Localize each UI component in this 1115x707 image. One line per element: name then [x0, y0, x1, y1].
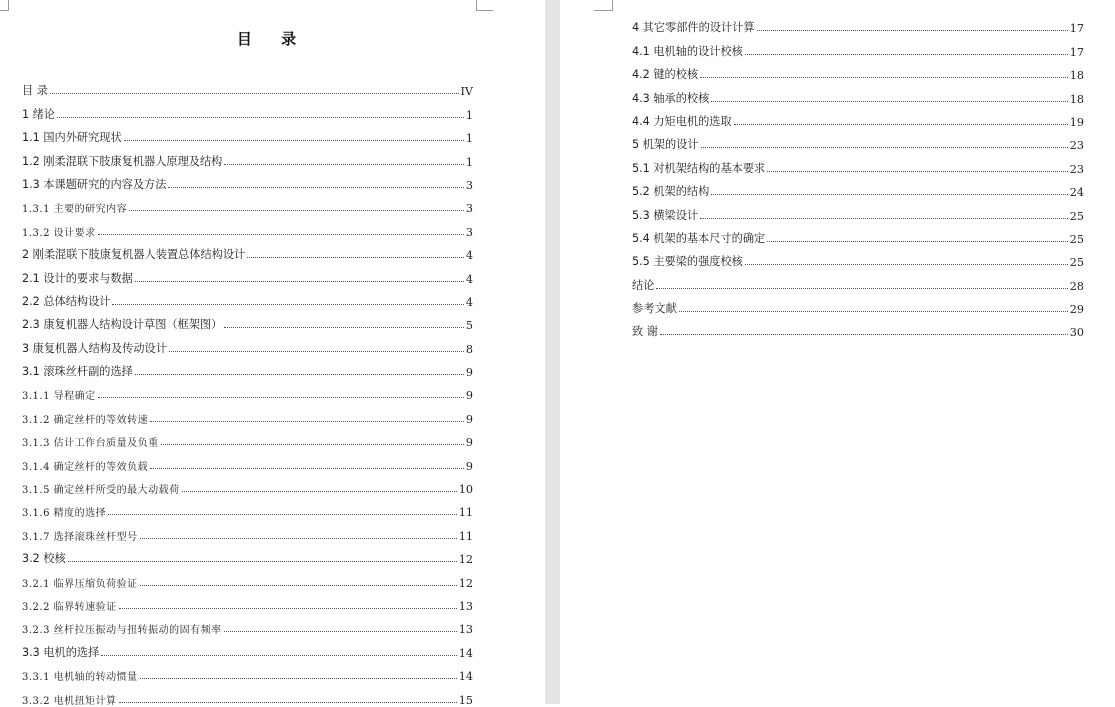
- toc-entry[interactable]: [632, 269, 1084, 292]
- toc-entry[interactable]: [22, 239, 473, 262]
- toc-leader-dots: [169, 351, 464, 352]
- toc-entry[interactable]: [22, 590, 473, 613]
- toc-entry-label: 2.2 总体结构设计: [22, 294, 111, 308]
- toc-entry-label: 3.1.5 确定丝杆所受的最大动载荷: [22, 485, 180, 497]
- toc-leader-dots: [679, 311, 1068, 312]
- toc-entry-page: 12: [458, 553, 473, 567]
- toc-leader-dots: [50, 93, 459, 94]
- toc-entry-label: 5.2 机架的结构: [632, 185, 710, 199]
- toc-entry-page: 25: [1069, 232, 1084, 246]
- toc-entry-page: 15: [458, 693, 473, 707]
- toc-entry-label: 2.3 康复机器人结构设计草图（框架图）: [22, 318, 223, 332]
- toc-entry[interactable]: [632, 82, 1084, 105]
- toc-entry-page: 18: [1069, 92, 1084, 106]
- toc-entry-page: 12: [458, 576, 473, 590]
- toc-entry-page: 4: [465, 272, 473, 286]
- toc-entry[interactable]: [632, 152, 1084, 175]
- toc-entry-label: 参考文献: [632, 302, 677, 316]
- toc-entry-page: 8: [465, 342, 473, 356]
- toc-entry-label: 1.3.1 主要的研究内容: [22, 204, 128, 216]
- toc-entry[interactable]: [632, 129, 1084, 152]
- toc-entry-page: 14: [458, 670, 473, 684]
- toc-entry-page: 10: [458, 483, 473, 497]
- toc-entry[interactable]: [22, 75, 473, 98]
- toc-entry-label: 4.4 力矩电机的选取: [632, 114, 732, 128]
- toc-entry[interactable]: [632, 293, 1084, 316]
- toc-entry-label: 3.1.3 估计工作台质量及负重: [22, 438, 159, 450]
- toc-entry-label: 3.1.1 导程确定: [22, 391, 96, 403]
- toc-entry-label: 4.2 键的校核: [632, 68, 699, 82]
- toc-entry[interactable]: [632, 59, 1084, 82]
- toc-entry-label: 3.2 校核: [22, 552, 66, 566]
- toc-entry-page: 9: [465, 412, 473, 426]
- toc-entry-label: 4.3 轴承的校核: [632, 91, 710, 105]
- toc-entry-page: 9: [465, 436, 473, 450]
- toc-entry-label: 1.3 本课题研究的内容及方法: [22, 177, 167, 191]
- toc-entry[interactable]: [22, 122, 473, 145]
- toc-leader-dots: [700, 77, 1068, 78]
- toc-entry-label: 5 机架的设计: [632, 138, 699, 152]
- toc-entry[interactable]: [22, 215, 473, 238]
- toc-entry[interactable]: [22, 449, 473, 472]
- toc-entry-page: 3: [465, 225, 473, 239]
- toc-entry-page: 13: [458, 599, 473, 613]
- toc-leader-dots: [150, 421, 464, 422]
- toc-entry-label: 3.3 电机的选择: [22, 645, 100, 659]
- toc-entry-label: 5.1 对机架结构的基本要求: [632, 161, 766, 175]
- toc-entry[interactable]: [22, 98, 473, 121]
- toc-entry-label: 2.1 设计的要求与数据: [22, 271, 133, 285]
- toc-entry-label: 3.1.6 精度的选择: [22, 508, 107, 520]
- toc-leader-dots: [757, 30, 1068, 31]
- toc-entry[interactable]: [22, 169, 473, 192]
- toc-entry[interactable]: [632, 12, 1084, 35]
- toc-entry[interactable]: [22, 286, 473, 309]
- toc-entry-page: 3: [465, 202, 473, 216]
- toc-entry-page: 24: [1069, 186, 1084, 200]
- page-gutter: [545, 0, 560, 704]
- toc-entry[interactable]: [22, 192, 473, 215]
- toc-entry[interactable]: [22, 496, 473, 519]
- toc-entry-label: 5.5 主要梁的强度校核: [632, 255, 743, 269]
- toc-entry[interactable]: [22, 262, 473, 285]
- toc-entry[interactable]: [632, 223, 1084, 246]
- toc-entry-label: 1 绪论: [22, 107, 56, 121]
- toc-entry-page: 3: [465, 178, 473, 192]
- toc-entry[interactable]: [22, 683, 473, 706]
- toc-entry[interactable]: [22, 356, 473, 379]
- toc-leader-dots: [660, 334, 1068, 335]
- toc-entry-page: 18: [1069, 69, 1084, 83]
- toc-leader-dots: [98, 234, 464, 235]
- toc-entry-page: 17: [1069, 45, 1084, 59]
- toc-entry[interactable]: [22, 519, 473, 542]
- toc-leader-dots: [124, 140, 464, 141]
- toc-leader-dots: [135, 374, 464, 375]
- toc-leader-dots: [745, 264, 1068, 265]
- toc-entry-page: IV: [460, 85, 473, 99]
- toc-leader-dots: [140, 585, 457, 586]
- toc-entry-page: 17: [1069, 22, 1084, 36]
- toc-entry[interactable]: [22, 566, 473, 589]
- toc-entry[interactable]: [22, 636, 473, 659]
- toc-entry-page: 11: [458, 529, 473, 543]
- toc-entry-label: 1.1 国内外研究现状: [22, 131, 122, 145]
- toc-leader-dots: [700, 218, 1068, 219]
- toc-leader-dots: [711, 194, 1067, 195]
- toc-entry-page: 1: [465, 155, 473, 169]
- toc-entry-label: 结论: [632, 278, 655, 292]
- toc-entry-page: 1: [465, 132, 473, 146]
- toc-leader-dots: [101, 655, 456, 656]
- toc-leader-dots: [119, 702, 457, 703]
- toc-leader-dots: [140, 538, 457, 539]
- toc-entry-page: 9: [465, 459, 473, 473]
- toc-entry[interactable]: [22, 426, 473, 449]
- toc-entry[interactable]: [632, 199, 1084, 222]
- toc-entry-label: 3.1 滚珠丝杆副的选择: [22, 365, 133, 379]
- toc-entry-label: 3.2.3 丝杆拉压振动与扭转振动的固有频率: [22, 625, 222, 637]
- toc-leader-dots: [745, 54, 1068, 55]
- toc-leader-dots: [135, 281, 464, 282]
- toc-entry[interactable]: [632, 246, 1084, 269]
- toc-entry[interactable]: [22, 332, 473, 355]
- toc-leader-dots: [140, 678, 457, 679]
- toc-entry-page: 23: [1069, 139, 1084, 153]
- toc-entry[interactable]: [22, 613, 473, 636]
- toc-entry-page: 5: [465, 319, 473, 333]
- toc-entry-page: 13: [458, 623, 473, 637]
- toc-title: 目 录: [236, 30, 309, 48]
- toc-entry-label: 5.4 机架的基本尺寸的确定: [632, 231, 766, 245]
- toc-entry-page: 11: [458, 506, 473, 520]
- toc-entry-page: 9: [465, 366, 473, 380]
- toc-entry-label: 1.3.2 设计要求: [22, 227, 96, 239]
- toc-entry[interactable]: [632, 176, 1084, 199]
- toc-entry[interactable]: [22, 543, 473, 566]
- toc-entry-page: 4: [465, 249, 473, 263]
- toc-leader-dots: [129, 210, 464, 211]
- toc-entry-page: 28: [1069, 279, 1084, 293]
- toc-leader-dots: [224, 631, 457, 632]
- toc-entry-page: 25: [1069, 256, 1084, 270]
- toc-leader-dots: [711, 101, 1067, 102]
- toc-entry[interactable]: [632, 316, 1084, 339]
- crop-mark-top-left: [0, 0, 9, 11]
- toc-leader-dots: [112, 304, 463, 305]
- toc-entry-label: 3.1.7 选择滚珠丝杆型号: [22, 531, 138, 543]
- crop-mark-top-right: [476, 0, 493, 11]
- toc-entry-page: 19: [1069, 115, 1084, 129]
- toc-entry-page: 30: [1069, 326, 1084, 340]
- toc-entry-page: 9: [465, 389, 473, 403]
- toc-leader-dots: [224, 164, 464, 165]
- toc-entry-label: 目 录: [22, 84, 48, 98]
- toc-leader-dots: [224, 327, 464, 328]
- toc-entry-label: 3 康复机器人结构及传动设计: [22, 341, 167, 355]
- toc-entry[interactable]: [22, 402, 473, 425]
- toc-leader-dots: [168, 187, 463, 188]
- toc-leader-dots: [68, 561, 457, 562]
- toc-entry-label: 致 谢: [632, 325, 658, 339]
- toc-entry-page: 29: [1069, 303, 1084, 317]
- toc-leader-dots: [108, 514, 457, 515]
- toc-leader-dots: [150, 468, 464, 469]
- toc-entry-label: 4.1 电机轴的设计校核: [632, 44, 743, 58]
- toc-list-right: [632, 12, 1084, 339]
- toc-list-left: [22, 75, 473, 707]
- toc-leader-dots: [98, 397, 464, 398]
- toc-leader-dots: [701, 147, 1068, 148]
- toc-entry-page: 14: [458, 646, 473, 660]
- toc-entry[interactable]: [22, 660, 473, 683]
- toc-entry[interactable]: [22, 473, 473, 496]
- toc-entry-label: 3.2.1 临界压缩负荷验证: [22, 578, 138, 590]
- toc-leader-dots: [161, 444, 464, 445]
- toc-entry-label: 3.2.2 临界转速验证: [22, 601, 117, 613]
- crop-mark-right-page: [594, 0, 613, 11]
- toc-leader-dots: [767, 241, 1068, 242]
- toc-entry[interactable]: [22, 145, 473, 168]
- toc-entry[interactable]: [22, 309, 473, 332]
- toc-entry[interactable]: [22, 379, 473, 402]
- toc-leader-dots: [119, 608, 457, 609]
- toc-entry[interactable]: [632, 106, 1084, 129]
- toc-entry-label: 4 其它零部件的设计计算: [632, 21, 755, 35]
- toc-leader-dots: [767, 171, 1068, 172]
- toc-entry-label: 3.3.2 电机扭矩计算: [22, 695, 117, 707]
- toc-entry-label: 3.3.1 电机轴的转动惯量: [22, 672, 138, 684]
- toc-entry-page: 1: [465, 108, 473, 122]
- toc-leader-dots: [57, 117, 464, 118]
- toc-entry-page: 23: [1069, 162, 1084, 176]
- toc-leader-dots: [656, 288, 1067, 289]
- toc-entry-label: 3.1.2 确定丝杆的等效转速: [22, 414, 149, 426]
- toc-leader-dots: [182, 491, 457, 492]
- toc-entry-label: 5.3 横梁设计: [632, 208, 699, 222]
- toc-entry[interactable]: [632, 35, 1084, 58]
- toc-entry-label: 2 刚柔混联下肢康复机器人装置总体结构设计: [22, 248, 246, 262]
- toc-entry-label: 3.1.4 确定丝杆的等效负载: [22, 461, 149, 473]
- toc-leader-dots: [734, 124, 1068, 125]
- toc-entry-label: 1.2 刚柔混联下肢康复机器人原理及结构: [22, 154, 223, 168]
- toc-entry-page: 25: [1069, 209, 1084, 223]
- toc-leader-dots: [247, 257, 464, 258]
- toc-entry-page: 4: [465, 295, 473, 309]
